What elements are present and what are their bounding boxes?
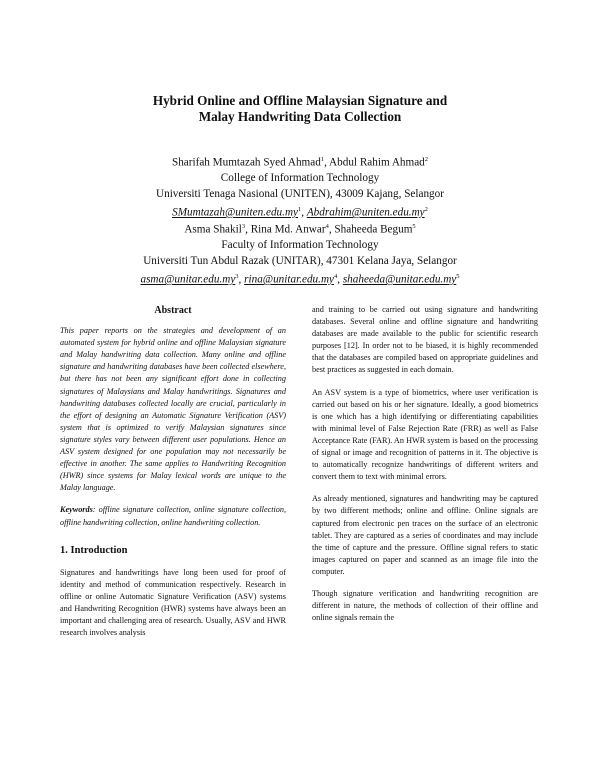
department: College of Information Technology: [220, 172, 380, 185]
email-sup: 4: [333, 273, 338, 281]
email-sup: 1: [298, 206, 302, 214]
abstract-body: This paper reports on the strategies and development of an automated system for hybrid online and offline Malaysian signature and Malay handwriting data collection. Many online and offline signature and handwriting databases have been collected elsewhere, but there has not been any significant effort done in collecting signatures of Malaysians and Malay handwritings. Signatures and handwriting databases collected locally are crucial, particularly in the effort of designing an Automatic Signature Verification (ASV) system that is optimized to verify Malaysian signatures since signature styles vary between different user populations. Hence an ASV system designed for one population may not necessarily be effective in another. The same applies to Handwriting Recognition (HWR) since systems for Malay lexical words are unique to the Malay language.: [60, 326, 286, 493]
affiliation-block-2: [0, 219, 600, 288]
email-link[interactable]: shaheeda@unitar.edu.my: [342, 273, 457, 286]
author-name: Asma Shakil: [184, 223, 242, 236]
email-separator: ,: [337, 273, 343, 286]
department: Faculty of Information Technology: [221, 239, 379, 252]
author-line-1: [0, 152, 600, 171]
university: Universiti Tun Abdul Razak (UNITAR), 47301 Kelana Jaya, Selangor: [143, 254, 457, 267]
email-link[interactable]: rina@unitar.edu.my: [244, 273, 334, 286]
keywords-text: : offline signature collection, online signature collection, offline handwriting collection, online handwriting collection.: [60, 505, 286, 527]
email-line-2: [0, 269, 600, 288]
body-paragraph: Though signature verification and handwriting recognition are different in nature, the methods of collection of their offline and online signals remain the: [312, 588, 538, 623]
email-separator: ,: [301, 206, 307, 219]
email-sup: 5: [456, 273, 460, 281]
author-name: Sharifah Mumtazah Syed Ahmad: [171, 156, 321, 169]
email-link[interactable]: Abdrahim@uniten.edu.my: [306, 206, 425, 219]
email-link[interactable]: asma@unitar.edu.my: [140, 273, 236, 286]
university: Universiti Tenaga Nasional (UNITEN), 43009 Kajang, Selangor: [156, 187, 444, 200]
keywords-label: Keywords: [60, 505, 93, 515]
title-line-1: Hybrid Online and Offline Malaysian Signature and: [152, 93, 448, 108]
author-sup: 1: [320, 156, 325, 163]
abstract-heading: Abstract: [154, 305, 192, 316]
author-name: Rina Md. Anwar: [250, 223, 326, 236]
author-sup: 5: [412, 223, 416, 230]
intro-paragraph: Signatures and handwritings have long been used for proof of identity and method of communication respectively. Research in offline or online Automatic Signature Verification (ASV) systems and Handwriting Recognition (HWR) systems have always been an important and challenging area of research. Usually, ASV and HWR research involves analysis: [60, 567, 286, 638]
email-sup: 3: [235, 273, 239, 281]
author-sup: 3: [241, 223, 246, 230]
body-paragraph: An ASV system is a type of biometrics, where user verification is carried out based on his or her signature. Ideally, a good biometrics is one which has a high identifying or differentiating capabilities with minimal level of False Rejection Rate (FRR) as well as False Acceptance Rate (FAR). An HWR system is based on the processing of signal or image and recognition of patterns in it. The objective is to automatically recognize handwritings of different writers and convert them to text with minimal errors.: [312, 387, 538, 482]
author-sup: 4: [325, 223, 329, 230]
body-paragraph: As already mentioned, signatures and handwriting may be captured by two different methods; online and offline. Online signals are captured from electronic pen traces on the surface of an electronic tablet. They are captured as a series of coordinates and may include the time of capture and the pressure. Offline signal refers to static images captured on paper and scanned as an image file into the computer.: [312, 494, 538, 576]
email-sup: 2: [424, 206, 428, 214]
author-line-2: [0, 219, 600, 238]
author-separator: ,: [245, 223, 251, 236]
email-separator: ,: [238, 273, 245, 286]
email-link[interactable]: SMumtazah@uniten.edu.my: [172, 206, 298, 219]
keywords: [60, 504, 286, 528]
title-line-2: Malay Handwriting Data Collection: [198, 109, 402, 124]
section-heading-introduction: 1. Introduction: [60, 544, 128, 556]
body-paragraph: and training to be carried out using signature and handwriting databases. Several online and offline signature and handwriting databases are made available to the public for scientific research purposes [12]. In order not to be biased, it is highly recommended that the databases are compiled based on appropriate guidelines and best practices as suggested in each domain.: [312, 305, 538, 375]
author-separator: ,: [328, 223, 335, 236]
left-column: [60, 300, 286, 649]
author-name: Abdul Rahim Ahmad: [329, 156, 425, 169]
paper-title: [0, 93, 600, 125]
affiliation-block-1: [0, 152, 600, 221]
right-column: [312, 304, 538, 634]
author-separator: ,: [324, 156, 330, 169]
author-name: Shaheeda Begum: [334, 223, 413, 236]
author-sup: 2: [424, 156, 429, 163]
